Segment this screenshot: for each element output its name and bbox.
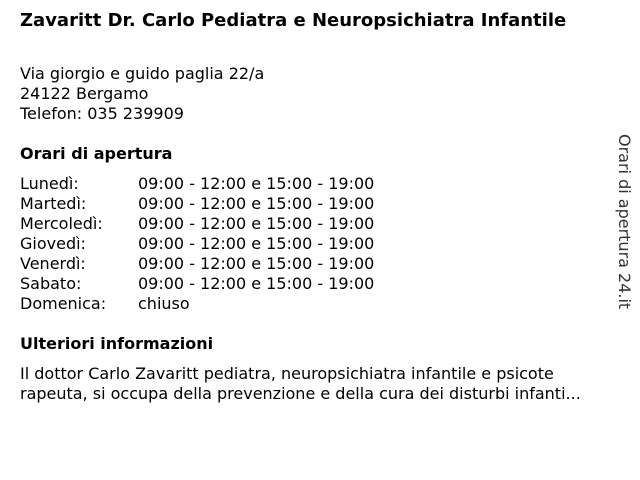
hours-day: Domenica: [20, 294, 107, 313]
opening-hours-table [20, 174, 374, 314]
hours-time: chiuso [138, 294, 190, 313]
additional-info-text [20, 364, 635, 404]
address-city: 24122 Bergamo [20, 84, 149, 103]
brand-watermark [614, 134, 634, 309]
hours-time: 09:00 - 12:00 e 15:00 - 19:00 [138, 254, 375, 273]
hours-time: 09:00 - 12:00 e 15:00 - 19:00 [138, 214, 375, 233]
brand-text: Orari di apertura 24.it [615, 134, 634, 310]
hours-day: Lunedì: [20, 174, 79, 193]
hours-row-thursday [20, 234, 374, 254]
hours-row-monday [20, 174, 374, 194]
hours-day: Venerdì: [20, 254, 86, 273]
hours-time: 09:00 - 12:00 e 15:00 - 19:00 [138, 174, 375, 193]
hours-day: Giovedì: [20, 234, 86, 253]
hours-time: 09:00 - 12:00 e 15:00 - 19:00 [138, 274, 375, 293]
address-block [20, 64, 264, 124]
hours-day: Sabato: [20, 274, 82, 293]
business-name: Zavaritt Dr. Carlo Pediatra e Neuropsichiatra Infantile [20, 10, 567, 31]
phone-number: Telefon: 035 239909 [20, 104, 184, 123]
hours-row-friday [20, 254, 374, 274]
opening-hours-title: Orari di apertura [20, 144, 173, 163]
hours-row-saturday [20, 274, 374, 294]
hours-row-sunday [20, 294, 374, 314]
hours-day: Mercoledì: [20, 214, 103, 233]
hours-day: Martedì: [20, 194, 87, 213]
hours-row-tuesday [20, 194, 374, 214]
hours-row-wednesday [20, 214, 374, 234]
info-line: Il dottor Carlo Zavaritt pediatra, neuropsichiatra infantile e psicote [20, 364, 554, 383]
additional-info-title: Ulteriori informazioni [20, 334, 214, 353]
info-line: rapeuta, si occupa della prevenzione e della cura dei disturbi infanti... [20, 384, 581, 403]
address-street: Via giorgio e guido paglia 22/a [20, 64, 265, 83]
hours-time: 09:00 - 12:00 e 15:00 - 19:00 [138, 234, 375, 253]
hours-time: 09:00 - 12:00 e 15:00 - 19:00 [138, 194, 375, 213]
